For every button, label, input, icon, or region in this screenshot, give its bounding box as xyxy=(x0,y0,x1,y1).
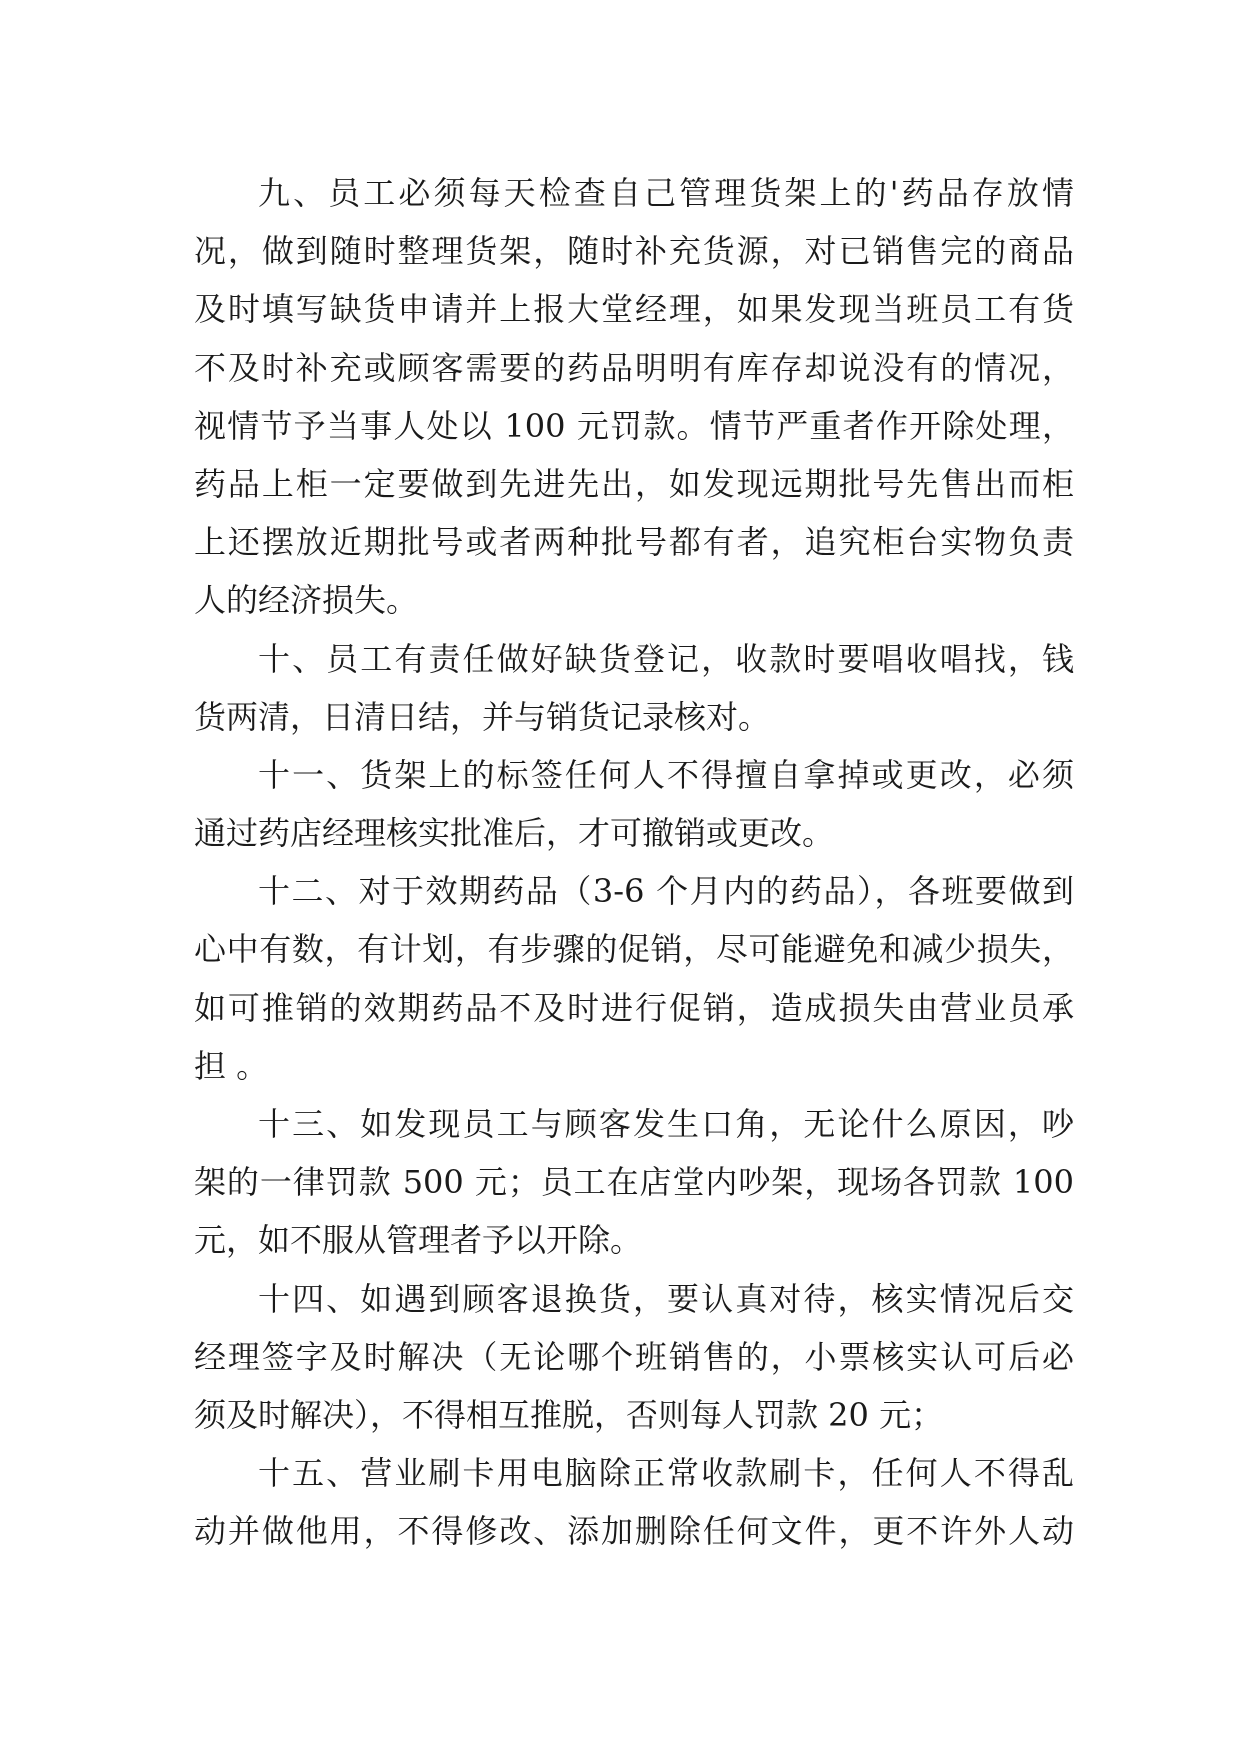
paragraph-12-line-4: 担 。 xyxy=(194,1046,269,1085)
paragraph-11-line-2: 通过药店经理核实批准后，才可撤销或更改。 xyxy=(194,814,835,853)
paragraph-14-line-1: 十四、如遇到顾客退换货，要认真对待，核实情况后交 xyxy=(258,1279,1074,1318)
paragraph-13-line-3: 元，如不服从管理者予以开除。 xyxy=(194,1221,643,1260)
paragraph-9-line-4: 不及时补充或顾客需要的药品明明有库存却说没有的情况， xyxy=(194,348,1074,387)
paragraph-10-line-2: 货两清，日清日结，并与销货记录核对。 xyxy=(194,697,771,736)
paragraph-9-line-7: 上还摆放近期批号或者两种批号都有者，追究柜台实物负责 xyxy=(194,523,1074,562)
paragraph-13-line-2: 架的一律罚款 500 元；员工在店堂内吵架，现场各罚款 100 xyxy=(194,1163,1074,1202)
paragraph-14-line-2: 经理签字及时解决（无论哪个班销售的，小票核实认可后必 xyxy=(194,1337,1074,1376)
paragraph-9-line-2: 况，做到随时整理货架，随时补充货源，对已销售完的商品 xyxy=(194,232,1074,271)
paragraph-10-line-1: 十、员工有责任做好缺货登记，收款时要唱收唱找，钱 xyxy=(258,639,1074,678)
paragraph-9-line-3: 及时填写缺货申请并上报大堂经理，如果发现当班员工有货 xyxy=(194,290,1074,329)
paragraph-11-line-1: 十一、货架上的标签任何人不得擅自拿掉或更改，必须 xyxy=(258,755,1074,794)
paragraph-9-line-5: 视情节予当事人处以 100 元罚款。情节严重者作开除处理， xyxy=(194,406,1074,445)
paragraph-9-line-1: 九、员工必须每天检查自己管理货架上的'药品存放情 xyxy=(258,174,1074,212)
paragraph-13-line-1: 十三、如发现员工与顾客发生口角，无论什么原因，吵 xyxy=(258,1105,1074,1143)
paragraph-12-line-2: 心中有数，有计划，有步骤的促销，尽可能避免和减少损失， xyxy=(194,930,1074,969)
paragraph-15-line-2: 动并做他用，不得修改、添加删除任何文件，更不许外人动 xyxy=(194,1512,1074,1551)
paragraph-9-line-6: 药品上柜一定要做到先进先出，如发现远期批号先售出而柜 xyxy=(194,464,1074,503)
paragraph-9-line-8: 人的经济损失。 xyxy=(194,581,419,620)
paragraph-12-line-1: 十二、对于效期药品（3-6 个月内的药品），各班要做到 xyxy=(258,872,1074,911)
paragraph-12-line-3: 如可推销的效期药品不及时进行促销，造成损失由营业员承 xyxy=(194,988,1074,1027)
paragraph-14-line-3: 须及时解决），不得相互推脱，否则每人罚款 20 元； xyxy=(194,1395,944,1434)
paragraph-15-line-1: 十五、营业刷卡用电脑除正常收款刷卡，任何人不得乱 xyxy=(258,1454,1074,1493)
document-body xyxy=(194,164,1074,1561)
